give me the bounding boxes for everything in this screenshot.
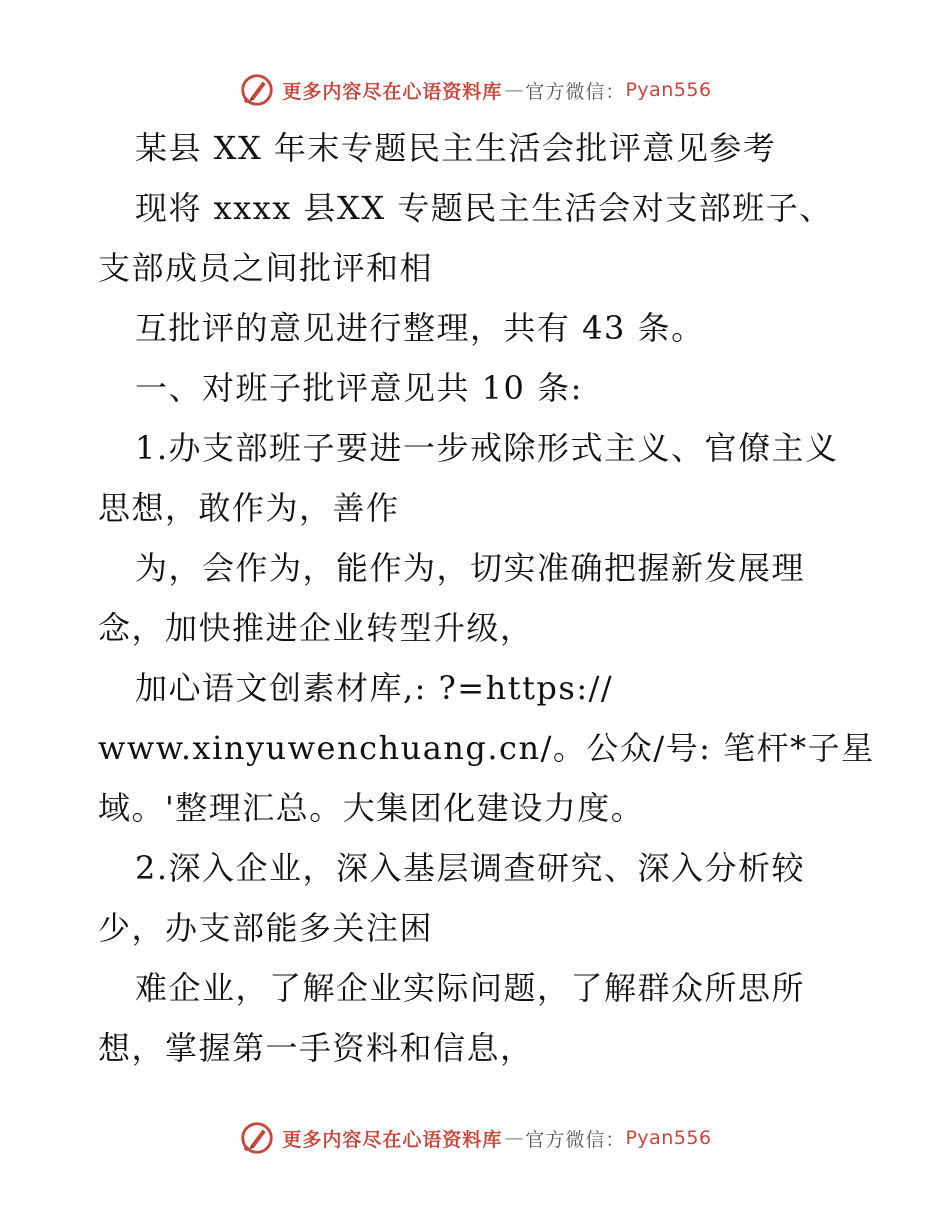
list-item-line: 2.深入企业，深入基层调查研究、深入分析较 bbox=[135, 849, 806, 887]
list-item-line: 思想，敢作为，善作 bbox=[98, 489, 400, 527]
list-item-line: 想，掌握第一手资料和信息， bbox=[98, 1029, 534, 1067]
paragraph-line: 互批评的意见进行整理，共有 43 条。 bbox=[135, 309, 705, 347]
banner-contact-id: Pyan556 bbox=[625, 79, 712, 101]
pen-nib-logo-icon bbox=[238, 71, 276, 109]
list-item-line: 1.办支部班子要进一步戒除形式主义、官僚主义 bbox=[135, 429, 839, 467]
list-item-line: 念，加快推进企业转型升级， bbox=[98, 609, 534, 647]
banner-contact-label: 官方微信： bbox=[525, 1128, 626, 1151]
banner-contact-label: 官方微信： bbox=[525, 80, 626, 103]
banner-separator: — bbox=[504, 79, 524, 101]
pen-nib-logo-icon bbox=[238, 1119, 276, 1157]
document-title: 某县 XX 年末专题民主生活会批评意见参考 bbox=[135, 129, 777, 167]
footer-banner bbox=[0, 1118, 950, 1158]
list-item-line: 少，办支部能多关注困 bbox=[98, 909, 434, 947]
section-heading: 一、对班子批评意见共 10 条: bbox=[135, 369, 583, 407]
list-item-line: 难企业，了解企业实际问题，了解群众所思所 bbox=[135, 969, 806, 1007]
banner-main-text: 更多内容尽在心语资料库 bbox=[282, 80, 503, 103]
banner-main-text: 更多内容尽在心语资料库 bbox=[282, 1128, 503, 1151]
paragraph-line: 支部成员之间批评和相 bbox=[98, 249, 434, 287]
paragraph-line: 现将 xxxx 县XX 专题民主生活会对支部班子、 bbox=[135, 189, 833, 227]
banner-separator: — bbox=[504, 1127, 524, 1149]
list-item-line: 加心语文创素材库,: ?=https:// bbox=[135, 669, 614, 707]
list-item-line: www.xinyuwenchuang.cn/。公众/号: 笔杆*子星 bbox=[98, 729, 875, 767]
document-body bbox=[98, 118, 875, 1078]
header-banner bbox=[0, 70, 950, 110]
list-item-line: 为，会作为，能作为，切实准确把握新发展理 bbox=[135, 549, 806, 587]
banner-contact-id: Pyan556 bbox=[625, 1127, 712, 1149]
list-item-line: 域。'整理汇总。大集团化建设力度。 bbox=[98, 789, 645, 827]
